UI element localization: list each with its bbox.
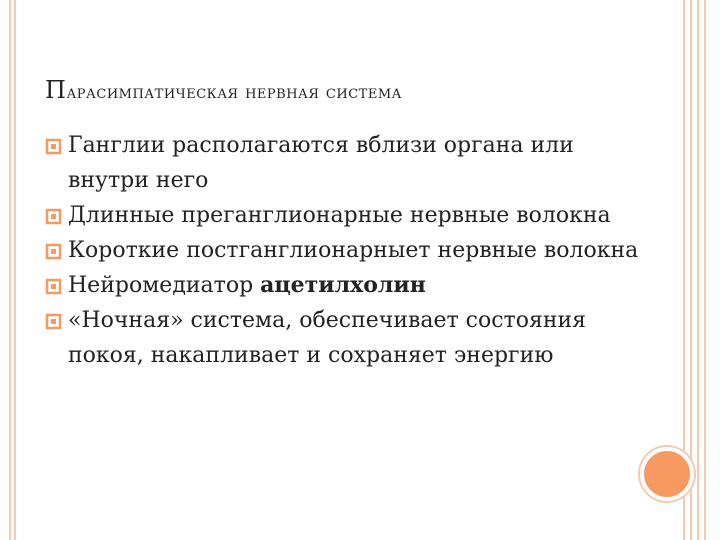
bullet-marker-icon xyxy=(45,138,62,155)
orange-circle-icon xyxy=(640,447,694,501)
bullet-bold-term: ацетилхолин xyxy=(260,272,426,298)
bullet-marker-icon xyxy=(45,243,62,260)
bullet-item xyxy=(45,128,645,198)
title-first-letter: П xyxy=(45,76,67,104)
frame-line-right-2 xyxy=(690,0,692,540)
frame-line-left-inner xyxy=(14,0,16,540)
bullet-text: «Ночная» система, обеспечивает состояния покоя, накапливает и сохраняет энергию xyxy=(68,308,587,368)
bullet-item xyxy=(45,303,645,373)
bullet-text: Нейромедиатор xyxy=(68,273,261,298)
bullet-text: Ганглии располагаются вблизи органа или внутри него xyxy=(68,133,574,193)
bullet-text: Короткие постганглионарныет нервные волокна xyxy=(68,238,639,263)
frame-line-left-outer xyxy=(9,0,11,540)
frame-line-right-3 xyxy=(697,0,699,540)
bullet-item xyxy=(45,268,645,303)
bullet-item xyxy=(45,233,645,268)
bullet-text: Длинные преганглионарные нервные волокна xyxy=(68,203,611,228)
bullet-list xyxy=(45,128,645,373)
bullet-item xyxy=(45,198,645,233)
slide-title xyxy=(45,76,402,104)
bullet-marker-icon xyxy=(45,208,62,225)
bullet-marker-icon xyxy=(45,313,62,330)
bullet-marker-icon xyxy=(45,278,62,295)
title-rest: арасимпатическая нервная система xyxy=(66,81,402,103)
frame-line-right-4 xyxy=(704,0,706,540)
